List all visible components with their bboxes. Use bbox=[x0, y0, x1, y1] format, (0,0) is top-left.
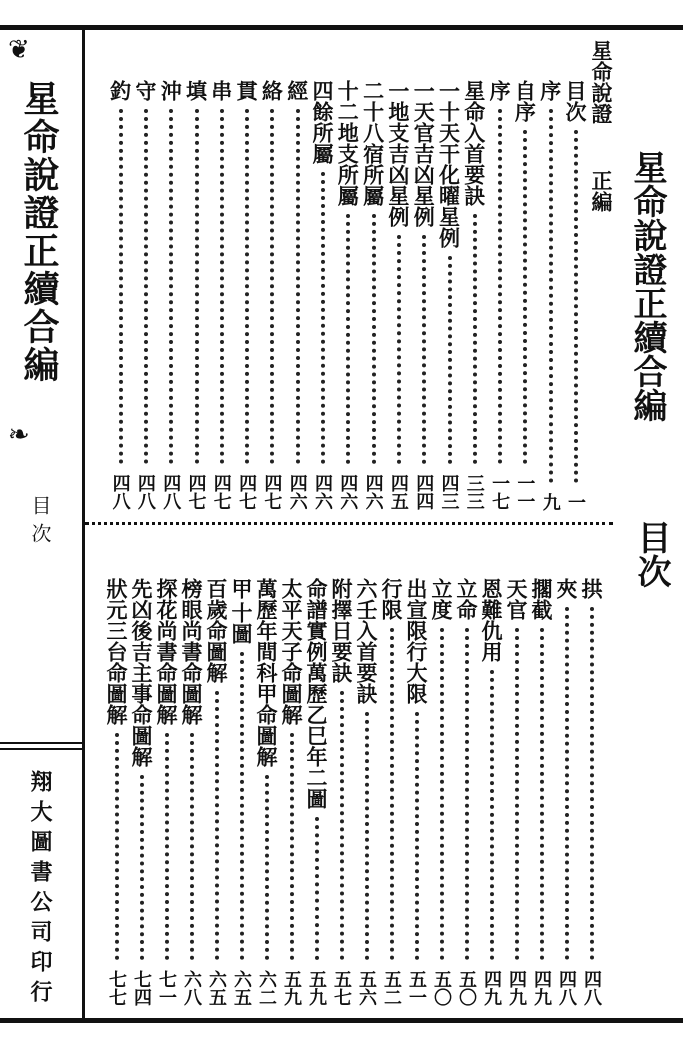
leader-dots bbox=[565, 607, 573, 960]
toc-entry-page: 四六 bbox=[312, 474, 333, 510]
toc-entry-title: 出宣限行大限 bbox=[404, 578, 428, 704]
toc-entry-title: 一天官吉凶星例 bbox=[411, 80, 436, 227]
toc-entry[interactable] bbox=[362, 80, 386, 512]
toc-entry[interactable] bbox=[109, 80, 133, 512]
toc-entry-title: 夾 bbox=[554, 578, 578, 599]
subtitle-column bbox=[590, 40, 614, 520]
toc-entry-page: 四九 bbox=[531, 970, 552, 1006]
subtitle-book: 星命說證 bbox=[589, 40, 613, 124]
leader-dots bbox=[169, 109, 177, 464]
leader-dots bbox=[574, 130, 582, 483]
leader-dots bbox=[195, 109, 203, 464]
toc-entry-title: 十圖 bbox=[229, 602, 253, 644]
leader-dots bbox=[515, 628, 523, 960]
toc-entry[interactable] bbox=[505, 578, 529, 1008]
toc-entry[interactable] bbox=[355, 578, 379, 1008]
toc-entry-page: 四七 bbox=[236, 474, 258, 510]
toc-entry[interactable] bbox=[155, 578, 179, 1008]
leader-dots bbox=[465, 628, 473, 960]
leader-dots bbox=[415, 712, 423, 960]
toc-entry-page: 五〇 bbox=[431, 970, 452, 1006]
toc-entry[interactable] bbox=[210, 80, 234, 512]
top-border bbox=[0, 25, 683, 30]
page-section-label: 目次 bbox=[631, 520, 671, 588]
toc-entry-page: 一七 bbox=[489, 474, 511, 510]
toc-entry-title: 擱截 bbox=[529, 578, 553, 620]
toc-entry[interactable] bbox=[539, 80, 563, 512]
leader-dots bbox=[397, 235, 405, 464]
toc-entry[interactable] bbox=[438, 80, 462, 512]
toc-entry-page: 四九 bbox=[481, 970, 502, 1006]
bottom-border bbox=[0, 1018, 683, 1023]
spine-divider bbox=[0, 742, 82, 750]
leader-dots bbox=[473, 214, 481, 464]
toc-entry-title: 守 bbox=[132, 80, 157, 101]
toc-entry-page: 四三 bbox=[438, 474, 460, 510]
toc-entry-title: 沖 bbox=[158, 80, 183, 101]
leader-dots bbox=[440, 628, 448, 960]
toc-entry[interactable] bbox=[286, 80, 310, 512]
leader-dots bbox=[140, 775, 148, 960]
toc-entry[interactable] bbox=[330, 578, 354, 1008]
toc-entry-title: 四餘所屬 bbox=[310, 80, 334, 164]
toc-entry-page: 四七 bbox=[261, 474, 283, 510]
toc-entry[interactable] bbox=[430, 578, 454, 1008]
toc-entry-title: 萬歷年間科甲命圖解 bbox=[254, 578, 278, 767]
toc-entry[interactable] bbox=[387, 80, 411, 512]
toc-entry-page: 四六 bbox=[362, 474, 384, 510]
toc-entry[interactable] bbox=[159, 80, 183, 512]
toc-entry[interactable] bbox=[130, 578, 154, 1008]
toc-entry[interactable] bbox=[564, 80, 588, 512]
ornament-bottom-icon: ❧ bbox=[8, 420, 30, 450]
leader-dots bbox=[220, 109, 228, 464]
leader-dots bbox=[190, 733, 198, 960]
leader-dots bbox=[115, 733, 123, 960]
toc-entry[interactable] bbox=[185, 80, 209, 512]
leader-dots bbox=[315, 817, 323, 960]
leader-dots bbox=[265, 775, 273, 960]
toc-entry[interactable] bbox=[305, 578, 329, 1008]
toc-entry-page: 四八 bbox=[160, 474, 182, 510]
toc-entry-title: 串 bbox=[208, 80, 233, 101]
toc-entry[interactable] bbox=[280, 578, 304, 1008]
toc-entry-page: 七四 bbox=[131, 970, 152, 1006]
toc-entry-page: 五六 bbox=[356, 970, 377, 1006]
toc-entry-page: 六二 bbox=[256, 970, 277, 1006]
toc-entry-title-prefix: 甲 bbox=[229, 578, 253, 599]
toc-entry-title: 百歲命圖解 bbox=[204, 578, 228, 683]
leader-dots bbox=[448, 256, 456, 464]
toc-entry-page: 五七 bbox=[331, 970, 352, 1006]
toc-entry[interactable] bbox=[260, 80, 284, 512]
leader-dots bbox=[549, 109, 557, 483]
toc-entry-page: 四八 bbox=[109, 474, 131, 510]
spine-title: 星命說證正續合編 bbox=[18, 80, 59, 384]
toc-entry-title: 二十八宿所屬 bbox=[360, 80, 385, 206]
toc-entry-title: 釣 bbox=[107, 80, 132, 101]
toc-entry-title: 自序 bbox=[512, 80, 537, 122]
leader-dots bbox=[372, 214, 380, 464]
toc-entry-page: 九 bbox=[539, 493, 561, 511]
leader-dots bbox=[240, 652, 248, 960]
toc-entry-title: 貫 bbox=[234, 80, 259, 101]
toc-entry-title: 十二地支所屬 bbox=[335, 80, 360, 206]
toc-entry-page: 四六 bbox=[337, 474, 359, 510]
toc-entry-title: 拱 bbox=[579, 578, 603, 599]
toc-entry-page: 六五 bbox=[231, 970, 252, 1006]
toc-entry[interactable] bbox=[513, 80, 537, 512]
toc-entry-page: 四八 bbox=[134, 474, 156, 510]
toc-entry[interactable] bbox=[311, 80, 335, 512]
toc-entry-page: 四七 bbox=[210, 474, 232, 510]
spine-label: 目次 bbox=[28, 495, 52, 551]
leader-dots bbox=[490, 670, 498, 960]
leader-dots bbox=[523, 130, 531, 464]
toc-entry-page: 四五 bbox=[387, 474, 409, 510]
toc-entry-page: 六五 bbox=[206, 970, 227, 1006]
toc-entry[interactable] bbox=[405, 578, 429, 1008]
toc-entry-page: 一一 bbox=[514, 474, 536, 510]
toc-entry-title: 目次 bbox=[563, 80, 587, 122]
leader-dots bbox=[245, 109, 253, 464]
leader-dots bbox=[321, 172, 329, 464]
toc-entry[interactable] bbox=[555, 578, 579, 1008]
toc-entry-title: 附擇日要訣 bbox=[329, 578, 353, 683]
toc-entry-page: 四九 bbox=[506, 970, 527, 1006]
leader-dots bbox=[290, 733, 298, 960]
toc-entry[interactable] bbox=[480, 578, 504, 1008]
subtitle-part: 正編 bbox=[589, 170, 613, 212]
toc-entry-title: 探花尚書命圖解 bbox=[154, 578, 178, 725]
toc-entry-title: 先凶後吉主事命圖解 bbox=[129, 578, 153, 767]
ornament-top-icon: ❦ bbox=[8, 35, 30, 65]
toc-entry[interactable] bbox=[463, 80, 487, 512]
toc-entry-page: 三三 bbox=[463, 474, 485, 510]
toc-entry-page: 四八 bbox=[556, 970, 577, 1006]
toc-entry[interactable] bbox=[336, 80, 360, 512]
toc-entry[interactable] bbox=[488, 80, 512, 512]
toc-entry[interactable] bbox=[530, 578, 554, 1008]
section-divider bbox=[85, 522, 613, 525]
toc-entry-title: 命譜實例萬歷乙巳年二圖 bbox=[304, 578, 328, 809]
toc-entry-title: 絡 bbox=[259, 80, 284, 101]
leader-dots bbox=[340, 691, 348, 960]
leader-dots bbox=[498, 109, 506, 464]
toc-entry-title: 經 bbox=[284, 80, 309, 101]
leader-dots bbox=[390, 628, 398, 960]
leader-dots bbox=[540, 628, 548, 960]
toc-entry[interactable] bbox=[455, 578, 479, 1008]
toc-entry-title: 天官 bbox=[504, 578, 528, 620]
toc-entry-title: 行限 bbox=[379, 578, 403, 620]
toc-entry-page: 四四 bbox=[413, 474, 435, 510]
toc-entry-title: 序 bbox=[487, 80, 512, 101]
toc-entry[interactable] bbox=[134, 80, 158, 512]
toc-entry-title: 榜眼尚書命圖解 bbox=[179, 578, 203, 725]
leader-dots bbox=[119, 109, 127, 464]
toc-entry[interactable] bbox=[380, 578, 404, 1008]
toc-entry[interactable] bbox=[235, 80, 259, 512]
toc-entry-page: 四六 bbox=[286, 474, 308, 510]
leader-dots bbox=[590, 607, 598, 960]
toc-entry-page: 五九 bbox=[281, 970, 302, 1006]
toc-entry-title: 六壬入首要訣 bbox=[354, 578, 378, 704]
toc-entry-title: 立命 bbox=[454, 578, 478, 620]
toc-entry-page: 四七 bbox=[185, 474, 207, 510]
toc-entry-title: 填 bbox=[183, 80, 208, 101]
toc-entry-page: 七七 bbox=[106, 970, 127, 1006]
toc-entry[interactable] bbox=[205, 578, 229, 1008]
toc-entry-page: 六八 bbox=[181, 970, 202, 1006]
leader-dots bbox=[346, 214, 354, 464]
toc-entry-title: 立度 bbox=[429, 578, 453, 620]
toc-entry-title: 星命入首要訣 bbox=[461, 80, 486, 206]
toc-entry-title: 一地支吉凶星例 bbox=[385, 80, 410, 227]
toc-entry[interactable] bbox=[105, 578, 129, 1008]
toc-entry[interactable] bbox=[180, 578, 204, 1008]
toc-entry-page: 五九 bbox=[306, 970, 327, 1006]
leader-dots bbox=[165, 733, 173, 960]
leader-dots bbox=[365, 712, 373, 960]
toc-entry[interactable] bbox=[580, 578, 604, 1008]
toc-entry-title: 狀元三台命圖解 bbox=[104, 578, 128, 725]
leader-dots bbox=[296, 109, 304, 464]
toc-entry-title: 一十天干化曜星例 bbox=[436, 80, 461, 248]
toc-entry-page: 一 bbox=[565, 493, 586, 511]
toc-entry[interactable] bbox=[230, 578, 254, 1008]
toc-entry-page: 五二 bbox=[381, 970, 402, 1006]
toc-entry-title: 序 bbox=[537, 80, 562, 101]
toc-entry-page: 七一 bbox=[156, 970, 177, 1006]
toc-entry-title: 太平天子命圖解 bbox=[279, 578, 303, 725]
toc-entry-title: 恩難仇用 bbox=[479, 578, 503, 662]
toc-entry[interactable] bbox=[255, 578, 279, 1008]
toc-entry-page: 五〇 bbox=[456, 970, 477, 1006]
page-title: 星命說證正續合編 bbox=[627, 150, 667, 422]
toc-entry-page: 四八 bbox=[581, 970, 602, 1006]
toc-entry-page: 五一 bbox=[406, 970, 427, 1006]
leader-dots bbox=[215, 691, 223, 960]
leader-dots bbox=[270, 109, 278, 464]
leader-dots bbox=[144, 109, 152, 464]
toc-entry[interactable] bbox=[412, 80, 436, 512]
spine-publisher: 翔大圖書公司印行 bbox=[27, 770, 52, 1010]
leader-dots bbox=[422, 235, 430, 464]
